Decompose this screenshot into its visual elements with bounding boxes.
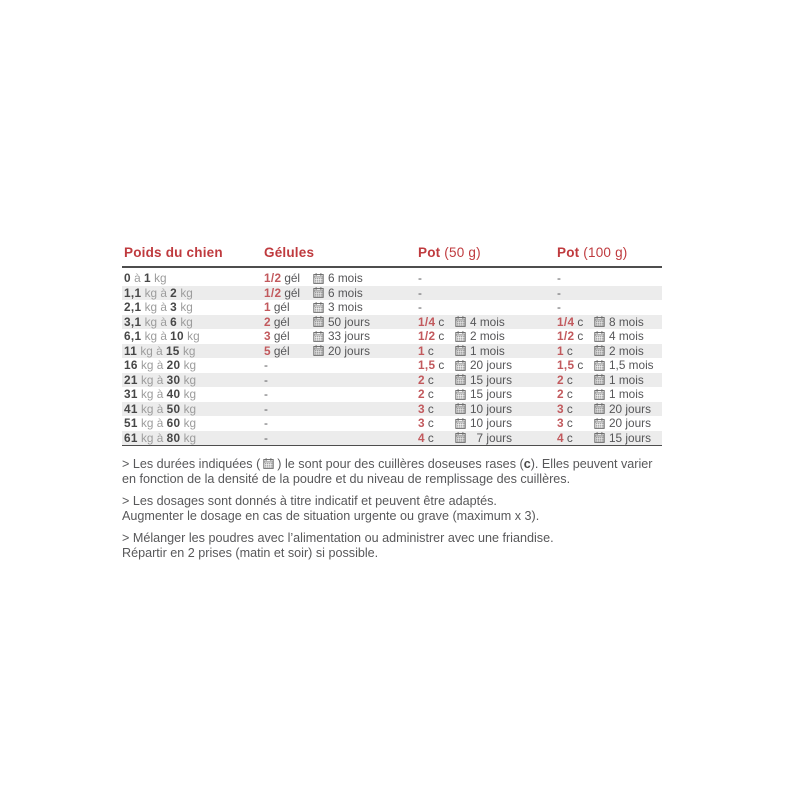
note-paragraph: [122, 457, 674, 487]
pot100-duration-cell: [592, 416, 662, 430]
pot50-dose-cell: [416, 431, 453, 445]
no-dose-dash: -: [264, 387, 268, 402]
pot100-duration-cell: [592, 344, 662, 358]
gel-dose-cell: [262, 315, 311, 329]
col-header-label: Pot: [557, 245, 580, 260]
dose-number: 1: [264, 300, 271, 315]
table-row: [122, 373, 662, 388]
no-dose-dash: -: [264, 401, 268, 416]
duration-text: 10 jours: [470, 416, 512, 431]
pot50-duration-cell: [453, 387, 555, 401]
weight-number: 30: [166, 372, 181, 387]
note-line: [122, 531, 674, 546]
duration-text: 33 jours: [328, 329, 370, 344]
weight-number: 3,1: [124, 314, 142, 329]
pot100-dose-cell: [555, 431, 592, 445]
weight-cell: [122, 315, 262, 329]
weight-text: kg à: [141, 314, 171, 329]
dose-unit: c: [427, 430, 434, 445]
calendar-icon: [455, 374, 466, 385]
calendar-icon: [263, 458, 274, 469]
weight-cell: [122, 431, 262, 445]
weight-number: 11: [124, 343, 138, 358]
dose-unit: gél: [284, 285, 301, 300]
col-header-sublabel: (50 g): [440, 245, 481, 260]
duration-text: 15 jours: [470, 387, 512, 402]
no-dose-dash: -: [264, 358, 268, 373]
calendar-icon: [313, 331, 324, 342]
dose-unit: c: [427, 387, 434, 402]
pot100-dose-cell: [555, 358, 592, 372]
dose-unit: c: [577, 314, 584, 329]
weight-number: 0: [124, 271, 131, 286]
weight-text: kg: [177, 314, 193, 329]
note-text: > Les dosages sont donnés à titre indicatif et peuvent être adaptés.: [122, 493, 497, 508]
note-line: [122, 509, 674, 524]
col-header-sublabel: (100 g): [579, 245, 628, 260]
note-text: ) le sont pour des cuillères doseuses rases (: [277, 457, 524, 471]
footnotes: [122, 457, 674, 560]
weight-text: kg: [150, 271, 167, 286]
weight-text: kg à: [137, 401, 167, 416]
pot100-duration-cell: [592, 387, 662, 401]
duration-text: 4 mois: [470, 314, 505, 329]
dose-number: 1/2: [557, 329, 575, 344]
note-line: [122, 457, 674, 472]
weight-cell: [122, 329, 262, 343]
table-row: [122, 416, 662, 431]
gel-dose-cell: [262, 373, 311, 387]
note-text: ). Elles peuvent varier: [530, 457, 653, 471]
dose-number: 1,5: [557, 358, 575, 373]
pot50-dose-cell: [416, 315, 453, 329]
duration-text: 20 jours: [609, 401, 651, 416]
dose-number: 3: [264, 329, 271, 344]
dose-number: 4: [418, 430, 425, 445]
duration-text: 3 mois: [328, 300, 363, 315]
dose-unit: c: [577, 329, 584, 344]
weight-text: kg: [180, 372, 197, 387]
duration-text: 20 jours: [470, 358, 512, 373]
calendar-icon: [594, 389, 605, 400]
pot50-duration-cell: [453, 344, 555, 358]
dose-number: 1,5: [418, 358, 436, 373]
calendar-icon: [313, 287, 324, 298]
weight-number: 2,1: [124, 300, 142, 315]
weight-number: 31: [124, 387, 138, 402]
dose-number: 2: [264, 314, 271, 329]
calendar-icon: [594, 345, 605, 356]
dose-number: 2: [418, 372, 425, 387]
weight-number: 15: [165, 343, 180, 358]
no-dose-dash: -: [418, 271, 422, 286]
weight-text: kg: [180, 430, 197, 445]
dose-unit: c: [566, 401, 573, 416]
pot100-dose-cell: [555, 373, 592, 387]
pot50-duration-cell: [453, 431, 555, 445]
note-text: Répartir en 2 prises (matin et soir) si possible.: [122, 545, 379, 560]
dose-unit: c: [566, 416, 573, 431]
note-line: [122, 546, 674, 561]
dose-unit: c: [427, 372, 434, 387]
weight-text: kg: [179, 343, 196, 358]
duration-text: 4 mois: [609, 329, 644, 344]
gel-duration-cell: [311, 286, 416, 300]
calendar-icon: [594, 432, 605, 443]
note-paragraph: [122, 531, 674, 561]
dose-number: 3: [557, 401, 564, 416]
pot100-duration-cell: [592, 373, 662, 387]
no-dose-dash: -: [557, 300, 561, 315]
pot50-dose-cell: [416, 271, 453, 285]
weight-text: kg à: [137, 358, 167, 373]
pot50-duration-cell: [453, 358, 555, 372]
weight-text: kg à: [137, 416, 167, 431]
dose-number: 2: [557, 387, 564, 402]
pot100-duration-cell: [592, 315, 662, 329]
duration-text: 8 mois: [609, 314, 644, 329]
weight-cell: [122, 373, 262, 387]
weight-number: 80: [166, 430, 181, 445]
duration-text: 6 mois: [328, 285, 363, 300]
calendar-icon: [594, 331, 605, 342]
table-row: [122, 329, 662, 344]
pot100-dose-cell: [555, 416, 592, 430]
table-row: [122, 300, 662, 315]
dose-number: 1/2: [264, 285, 282, 300]
table-row: [122, 286, 662, 301]
calendar-icon: [594, 316, 605, 327]
pot100-dose-cell: [555, 344, 592, 358]
pot50-dose-cell: [416, 329, 453, 343]
table-row: [122, 344, 662, 359]
weight-cell: [122, 344, 262, 358]
weight-text: kg: [177, 300, 193, 315]
gel-duration-cell: [311, 315, 416, 329]
duration-text: 1,5 mois: [609, 358, 654, 373]
note-text: Augmenter le dosage en cas de situation urgente ou grave (maximum x 3).: [122, 508, 540, 523]
dose-number: 4: [557, 430, 564, 445]
duration-text: 10 jours: [470, 401, 512, 416]
duration-text: 20 jours: [328, 343, 370, 358]
pot50-duration-cell: [453, 315, 555, 329]
weight-text: kg à: [141, 329, 171, 344]
weight-cell: [122, 300, 262, 314]
dose-unit: c: [566, 372, 573, 387]
pot50-dose-cell: [416, 300, 453, 314]
gel-dose-cell: [262, 300, 311, 314]
dose-number: 1/2: [418, 329, 436, 344]
note-text: > Mélanger les poudres avec l’alimentation ou administrer avec une friandise.: [122, 530, 554, 545]
calendar-icon: [313, 273, 324, 284]
note-line: [122, 494, 674, 509]
weight-text: kg à: [141, 285, 171, 300]
calendar-icon: [313, 316, 324, 327]
gel-dose-cell: [262, 402, 311, 416]
table-row: [122, 315, 662, 330]
weight-text: kg: [183, 329, 200, 344]
gel-duration-cell: [311, 271, 416, 285]
calendar-icon: [455, 345, 466, 356]
calendar-icon: [455, 418, 466, 429]
calendar-icon: [455, 316, 466, 327]
pot50-duration-cell: [453, 402, 555, 416]
table-row: [122, 402, 662, 417]
calendar-icon: [455, 432, 466, 443]
weight-number: 40: [166, 387, 181, 402]
dose-unit: c: [427, 416, 434, 431]
table-row: [122, 431, 662, 446]
dose-unit: gél: [273, 329, 290, 344]
gel-dose-cell: [262, 387, 311, 401]
col-header-poids-du-chien: [122, 245, 262, 260]
calendar-icon: [313, 302, 324, 313]
pot100-dose-cell: [555, 286, 592, 300]
duration-text: 20 jours: [609, 416, 651, 431]
dose-number: 3: [557, 416, 564, 431]
no-dose-dash: -: [557, 271, 561, 286]
col-header-gelules: [262, 245, 416, 260]
gel-duration-cell: [311, 300, 416, 314]
dose-number: 1/2: [264, 271, 282, 286]
dose-unit: c: [438, 329, 445, 344]
weight-cell: [122, 387, 262, 401]
dose-unit: gél: [284, 271, 301, 286]
col-header-label: Pot: [418, 245, 441, 260]
weight-text: kg: [180, 416, 197, 431]
dose-number: 2: [418, 387, 425, 402]
weight-cell: [122, 358, 262, 372]
gel-dose-cell: [262, 431, 311, 445]
pot100-duration-cell: [592, 402, 662, 416]
pot100-dose-cell: [555, 271, 592, 285]
pot100-dose-cell: [555, 300, 592, 314]
pot100-dose-cell: [555, 315, 592, 329]
weight-text: kg: [180, 401, 197, 416]
weight-text: kg: [180, 387, 197, 402]
pot100-duration-cell: [592, 358, 662, 372]
duration-text: 2 mois: [470, 329, 505, 344]
note-text: en fonction de la densité de la poudre et du niveau de remplissage des cuillères.: [122, 471, 571, 486]
no-dose-dash: -: [557, 285, 561, 300]
table-body: [122, 268, 662, 446]
weight-number: 50: [166, 401, 181, 416]
pot50-duration-cell: [453, 329, 555, 343]
weight-number: 3: [170, 300, 178, 315]
weight-number: 10: [170, 329, 184, 344]
pot50-dose-cell: [416, 358, 453, 372]
calendar-icon: [313, 345, 324, 356]
weight-text: kg: [180, 358, 197, 373]
duration-text: 15 jours: [609, 430, 651, 445]
pot50-dose-cell: [416, 286, 453, 300]
duration-text: 1 mois: [609, 387, 644, 402]
weight-number: 6,1: [124, 329, 142, 344]
pot100-dose-cell: [555, 387, 592, 401]
weight-text: kg: [177, 285, 193, 300]
note-bold-text: c: [523, 457, 531, 471]
duration-text: 2 mois: [609, 343, 644, 358]
gel-dose-cell: [262, 344, 311, 358]
dose-number: 3: [418, 401, 425, 416]
dose-number: 1: [557, 343, 564, 358]
table-header-row: [122, 245, 662, 268]
calendar-icon: [594, 418, 605, 429]
gel-dose-cell: [262, 286, 311, 300]
weight-text: kg à: [137, 430, 167, 445]
calendar-icon: [455, 403, 466, 414]
note-text: > Les durées indiquées (: [122, 457, 261, 471]
table-row: [122, 387, 662, 402]
dose-unit: gél: [273, 314, 290, 329]
pot50-dose-cell: [416, 344, 453, 358]
pot100-dose-cell: [555, 402, 592, 416]
calendar-icon: [455, 360, 466, 371]
note-paragraph: [122, 494, 674, 524]
no-dose-dash: -: [418, 285, 422, 300]
pot50-dose-cell: [416, 402, 453, 416]
weight-text: kg à: [141, 300, 171, 315]
pot50-dose-cell: [416, 387, 453, 401]
weight-number: 51: [124, 416, 138, 431]
weight-number: 16: [124, 358, 138, 373]
duration-text: 15 jours: [470, 372, 512, 387]
weight-number: 2: [170, 285, 178, 300]
no-dose-dash: -: [264, 416, 268, 431]
pot50-duration-cell: [453, 373, 555, 387]
weight-number: 1: [144, 271, 151, 286]
calendar-icon: [455, 389, 466, 400]
dose-unit: c: [566, 343, 573, 358]
calendar-icon: [594, 360, 605, 371]
weight-text: à: [130, 271, 144, 286]
duration-text: 1 mois: [609, 372, 644, 387]
weight-cell: [122, 402, 262, 416]
no-dose-dash: -: [264, 430, 268, 445]
weight-number: 61: [124, 430, 138, 445]
dose-unit: c: [438, 358, 445, 373]
duration-text: 6 mois: [328, 271, 363, 286]
pot50-duration-cell: [453, 416, 555, 430]
gel-dose-cell: [262, 271, 311, 285]
pot100-dose-cell: [555, 329, 592, 343]
pot100-duration-cell: [592, 431, 662, 445]
weight-cell: [122, 416, 262, 430]
weight-number: 41: [124, 401, 138, 416]
dose-unit: c: [566, 387, 573, 402]
table-row: [122, 271, 662, 286]
dose-unit: c: [438, 314, 445, 329]
weight-text: kg à: [137, 387, 167, 402]
dose-unit: gél: [273, 343, 290, 358]
dose-unit: c: [427, 343, 434, 358]
no-dose-dash: -: [264, 372, 268, 387]
weight-cell: [122, 286, 262, 300]
gel-dose-cell: [262, 358, 311, 372]
calendar-icon: [594, 403, 605, 414]
note-line: [122, 472, 674, 487]
dosage-sheet: [122, 245, 662, 567]
weight-number: 6: [170, 314, 178, 329]
dose-number: 3: [418, 416, 425, 431]
dose-number: 1/4: [418, 314, 436, 329]
weight-number: 60: [166, 416, 181, 431]
weight-number: 21: [124, 372, 138, 387]
col-header-pot-50g: [416, 245, 555, 260]
pot50-dose-cell: [416, 373, 453, 387]
pot100-duration-cell: [592, 329, 662, 343]
gel-dose-cell: [262, 416, 311, 430]
duration-text: 1 mois: [470, 343, 505, 358]
dose-unit: c: [577, 358, 584, 373]
gel-duration-cell: [311, 344, 416, 358]
no-dose-dash: -: [418, 300, 422, 315]
dose-unit: c: [427, 401, 434, 416]
weight-text: kg à: [137, 343, 166, 358]
weight-text: kg à: [137, 372, 167, 387]
duration-text: 7 jours: [470, 430, 512, 445]
duration-text: 50 jours: [328, 314, 370, 329]
dose-number: 5: [264, 343, 271, 358]
dose-unit: c: [566, 430, 573, 445]
calendar-icon: [455, 331, 466, 342]
calendar-icon: [594, 374, 605, 385]
col-header-label: Gélules: [264, 245, 315, 260]
table-row: [122, 358, 662, 373]
weight-cell: [122, 271, 262, 285]
dose-unit: gél: [273, 300, 290, 315]
dose-number: 1/4: [557, 314, 575, 329]
gel-dose-cell: [262, 329, 311, 343]
col-header-label: Poids du chien: [124, 245, 223, 260]
pot50-dose-cell: [416, 416, 453, 430]
dose-number: 1: [418, 343, 425, 358]
gel-duration-cell: [311, 329, 416, 343]
weight-number: 20: [166, 358, 181, 373]
dose-number: 2: [557, 372, 564, 387]
col-header-pot-100g: [555, 245, 662, 260]
weight-number: 1,1: [124, 285, 142, 300]
